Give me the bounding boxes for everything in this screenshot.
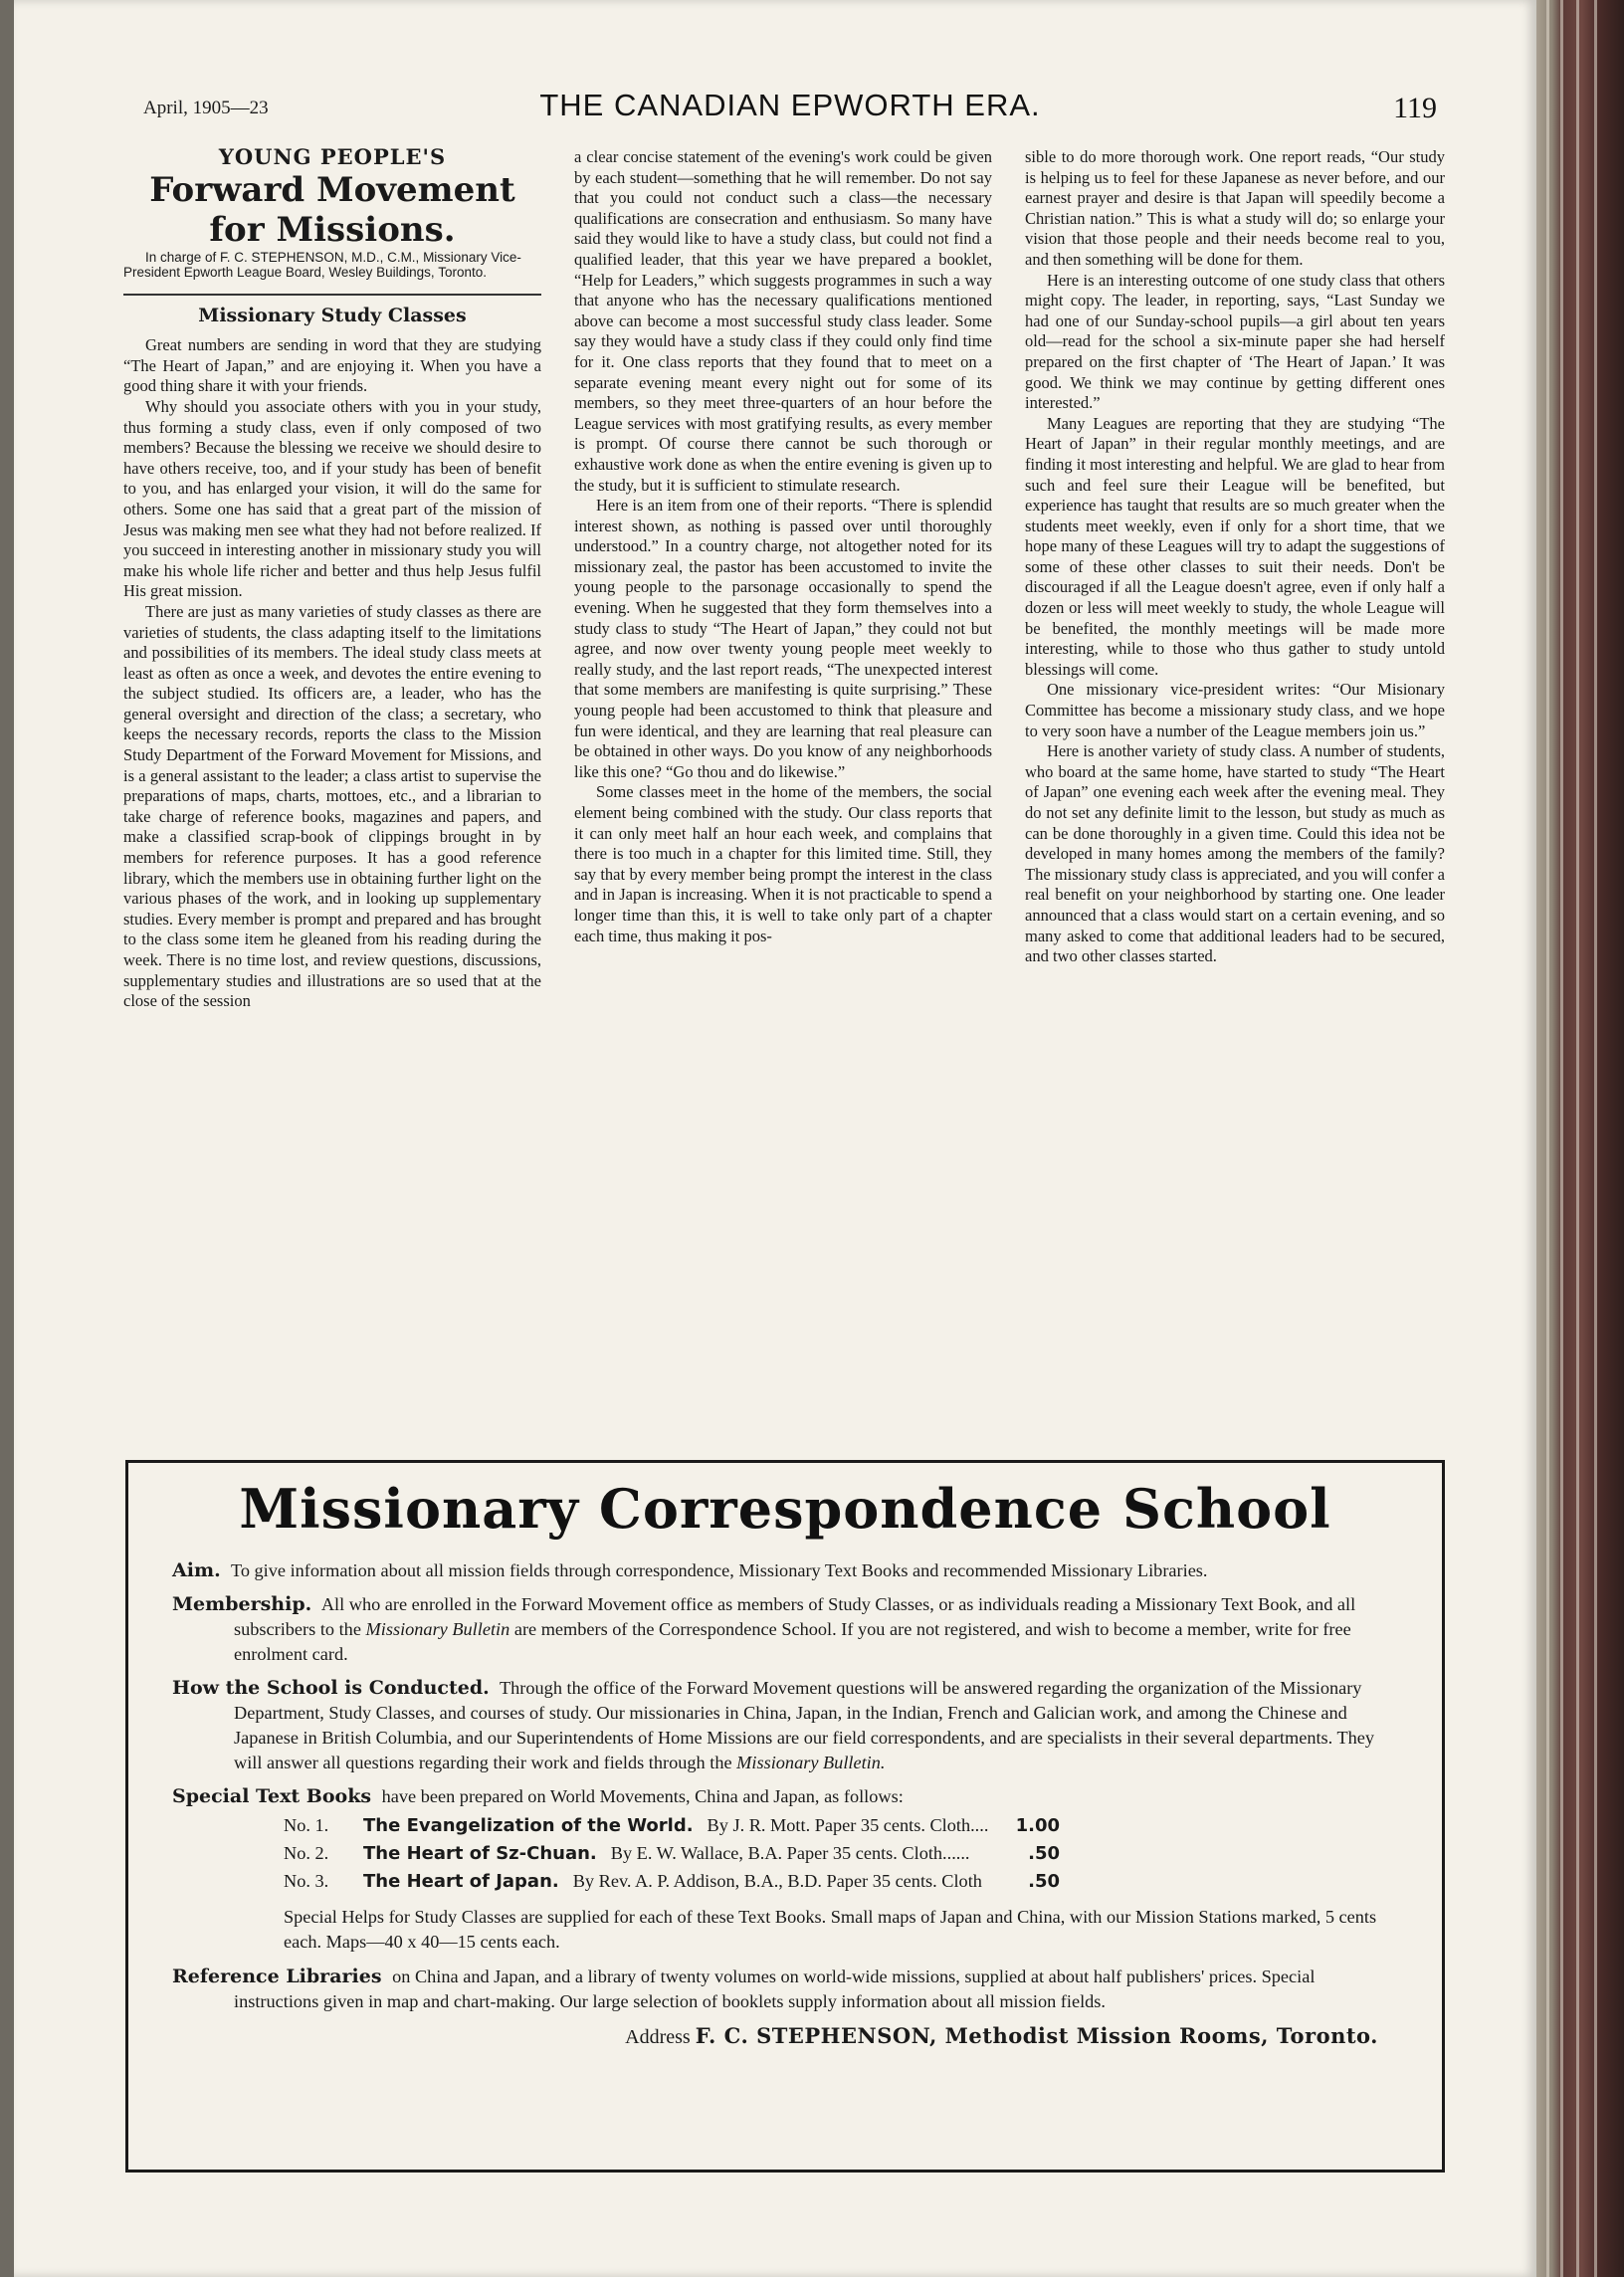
correspondence-school-advertisement: [125, 1460, 1445, 2173]
article-paragraph: One missionary vice-president writes: “Our Misionary Committee has become a missionary study class, and we hope to very soon have a number of the League members join us.”: [1025, 680, 1445, 740]
how-conducted-paragraph: [172, 1676, 1398, 1775]
article-paragraph: Here is another variety of study class. A number of students, who board at the same home, have started to study “The Heart of Japan” one evening each week after the evening meal. They do not set any definite limit to the lesson, but study as much as can be done thoroughly in a given time. Could this idea not be developed in many homes among the members of the family? The missionary study class is appreciated, and you will confer a real benefit on your neighborhood by starting one. One leader announced that a class would start on a certain evening, and so many asked to come that additional leaders had to be secured, and two other classes started.: [1025, 741, 1446, 966]
section-title-line-1: Forward Movement: [149, 169, 515, 210]
article-column-1: [123, 144, 541, 1012]
magazine-page: [14, 0, 1536, 2277]
aim-label: Aim.: [172, 1559, 221, 1581]
article-paragraph: Many Leagues are reporting that they are studying “The Heart of Japan” in their regular monthly meetings, and are finding it most interesting and helpful. We are glad to hear from such and feel sure their League will be benefited, but experience has taught that results are so much greater when the students meet weekly, even if only for a short time, that we hope many of these Leagues will try to adapt the suggestions of some of these other classes to suit their needs. Don't be discouraged if all the League doesn't agree, even if only half a dozen or less will meet weekly to study, the whole League will be benefited, the monthly meetings will be made more interesting, while to those who thus gather to study untold blessings will come.: [1025, 413, 1445, 679]
book-price: .50: [1028, 1843, 1060, 1864]
article-paragraph: Why should you associate others with you in your study, thus forming a study class, even if only composed of two members? Because the blessing we receive we should desire to have others receive, too, and if your study has been of benefit to you, and has enlarged your vision, it will do the same for others. Some one has said that a great part of the mission of Jesus was making men see what they had not before realized. If you succeed in interesting another in missionary study you will make his whole life richer and better and thus help Jesus fulfil His great mission.: [123, 396, 541, 601]
reference-libraries-text: on China and Japan, and a library of twenty volumes on world-wide missions, supplied at about half publishers' prices. Special instructions given in map and chart-making. Our large selection of booklets supply information about all mission fields.: [234, 1966, 1316, 2011]
issue-date: April, 1905—23: [143, 98, 269, 118]
section-divider: [123, 294, 541, 296]
book-number: No. 2.: [284, 1843, 329, 1863]
special-helps-text: Special Helps for Study Classes are supplied for each of these Text Books. Small maps of Japan and China, with our Mission Stations marked, 5 cents each. Maps—40 x 40—15 cents each.: [284, 1907, 1377, 1952]
book-title: The Evangelization of the World.: [363, 1815, 694, 1836]
magazine-title: THE CANADIAN EPWORTH ERA.: [539, 88, 1041, 122]
book-price: 1.00: [1015, 1815, 1060, 1836]
bulletin-title: Missionary Bulletin: [365, 1619, 510, 1639]
section-title-line-2: for Missions.: [209, 209, 456, 250]
article-subheading: Missionary Study Classes: [198, 304, 467, 326]
article-paragraph: Here is an item from one of their reports. “There is splendid interest shown, as nothing is passed over until thoroughly understood.” In a country charge, not altogether noted for its missionary zeal, the pastor has been accustomed to invite the young people to the parsonage occasionally to spend the evening. When he suggested that they form themselves into a study class to study “The Heart of Japan,” they could not but agree, and now over twenty young people meet weekly to really study, and the last report reads, “The unexpected interest that some members are manifesting is quite surprising.” These young people had been accustomed to think that pleasure and fun were identical, and they are learning that real pleasure can be obtained in other ways. Do you know of any neighborhoods like this one? “Go thou and do likewise.”: [574, 496, 992, 781]
book-row: [284, 1869, 1398, 1897]
book-row: [284, 1813, 1398, 1841]
special-text-books-text: have been prepared on World Movements, China and Japan, as follows:: [381, 1786, 904, 1806]
membership-label: Membership.: [172, 1593, 312, 1615]
article-paragraph: There are just as many varieties of study classes as there are varieties of students, the class adapting itself to the limitations and possibilities of its members. The ideal study class meets at least as often as once a week, and devotes the entire evening to the subject studied. Its officers are, a leader, who has the general oversight and direction of the class; a secretary, who keeps the necessary records, reports the class to the Mission Study Department of the Forward Movement for Missions, and is a general assistant to the leader; a class artist to supervise the preparations of maps, charts, mottoes, etc., and a librarian to take charge of reference books, magazines and papers, and make a classified scrap-book of clippings brought in by members for reference purposes. It has a good reference library, which the members use in obtaining further light on the various phases of the work, and in looking up supplementary studies. Every member is prompt and prepared and has brought to the class some item he gleaned from his reading during the week. There is no time lost, and review questions, discussions, supplementary studies and illustrations are so used that at the close of the session: [123, 601, 541, 1011]
aim-paragraph: [172, 1558, 1398, 1583]
section-kicker: YOUNG PEOPLE'S: [218, 144, 447, 169]
book-row: [284, 1841, 1398, 1869]
running-head: [143, 88, 1437, 127]
bulletin-title: Missionary Bulletin.: [736, 1753, 886, 1772]
book-number: No. 1.: [284, 1815, 329, 1835]
membership-text: All who are enrolled in the Forward Movement office as members of Study Classes, or as individuals reading a Missionary Text Book, and all subscribers to the: [234, 1594, 1356, 1639]
article-column-2: [574, 147, 992, 946]
address-label: Address: [625, 2026, 691, 2048]
book-list: [172, 1813, 1398, 1897]
book-details: By J. R. Mott. Paper 35 cents. Cloth....: [707, 1815, 989, 1835]
article-paragraph: Some classes meet in the home of the members, the social element being combined with the study. Our class reports that it can only meet half an hour each week, and complains that there is too much in a chapter for this limited time. Still, they say that by every member being prompt the interest in the class and in Japan is increasing. When it is not practicable to spend a longer time than this, it is well to take only part of a chapter each time, thus making it pos-: [574, 782, 992, 945]
book-details: By E. W. Wallace, B.A. Paper 35 cents. Cloth......: [610, 1843, 970, 1863]
article-paragraph: a clear concise statement of the evening's work could be given by each student—something that he will remember. Do not say that you could not conduct such a class—the necessary qualifications are consecration and enthusiasm. So many have said they would like to have a study class, but could not find a qualified leader, that this year we have prepared a booklet, “Help for Leaders,” which suggests programmes in such a way that anyone who has the necessary qualifications mentioned above can become a most successful study class leader. Some say they would have a study class if they could only find time for it. One class reports that they found that to meet on a separate evening meant every night out for some of its members, so they meet three-quarters of an hour before the League services with most gratifying results, as every member is prompt. Of course there cannot be such thorough or exhaustive work done as when the entire evening is given up to the study, but it is sufficient to stimulate research.: [574, 147, 992, 495]
article-paragraph: sible to do more thorough work. One report reads, “Our study is helping us to feel for these Japanese as never before, and our earnest prayer and desire is that Japan will speedily become a Christian nation.” This is what a study will do; so enlarge your vision that those people and their needs become real to you, and then something will be done for them.: [1025, 147, 1445, 269]
address-line: [172, 2023, 1398, 2050]
membership-text-end: are members of the Correspondence School. If you are not registered, and wish to become a member, write for free enrolment card.: [234, 1619, 1351, 1664]
how-conducted-text: Through the office of the Forward Movement questions will be answered regarding the organization of the Missionary Department, Study Classes, and courses of study. Our missionaries in China, Japan, in the Indian, French and Galician work, and among the Chinese and Japanese in British Columbia, and our Superintendents of Home Missions are our field correspondents, and are specialists in their several departments. They will answer all questions regarding their work and fields through the: [234, 1678, 1375, 1772]
article-paragraph: Here is an interesting outcome of one study class that others might copy. The leader, in reporting, says, “Last Sunday we had one of our Sunday-school pupils—a girl about ten years old—read for the school a six-minute paper she had herself prepared on the first chapter of ‘The Heart of Japan.’ It was good. We think we may continue by getting different ones interested.”: [1025, 270, 1445, 413]
advertisement-title: Missionary Correspondence School: [239, 1477, 1331, 1541]
book-title: The Heart of Sz-Chuan.: [363, 1843, 597, 1864]
article-paragraph: Great numbers are sending in word that they are studying “The Heart of Japan,” and are enjoying it. When you have a good thing share it with your friends.: [123, 335, 541, 396]
section-charge-note: In charge of F. C. STEPHENSON, M.D., C.M., Missionary Vice-President Epworth League Board, Wesley Buildings, Toronto.: [123, 249, 521, 280]
advertisement-body: [172, 1558, 1398, 2050]
book-price: .50: [1028, 1871, 1060, 1892]
address-name: F. C. STEPHENSON, Methodist Mission Rooms, Toronto.: [695, 2023, 1378, 2048]
aim-text: To give information about all mission fields through correspondence, Missionary Text Books and recommended Missionary Libraries.: [230, 1560, 1208, 1580]
how-conducted-label: How the School is Conducted.: [172, 1677, 490, 1699]
book-binding-edge: [1536, 0, 1624, 2277]
reference-libraries-label: Reference Libraries: [172, 1966, 382, 1987]
book-title: The Heart of Japan.: [363, 1871, 559, 1892]
reference-libraries-paragraph: [172, 1965, 1398, 2014]
book-number: No. 3.: [284, 1871, 329, 1891]
page-number: 119: [1393, 92, 1437, 124]
book-details: By Rev. A. P. Addison, B.A., B.D. Paper 35 cents. Cloth: [572, 1871, 982, 1891]
special-text-books-paragraph: [172, 1784, 1398, 1809]
article-column-3: [1025, 147, 1445, 967]
special-text-books-label: Special Text Books: [172, 1785, 372, 1807]
membership-paragraph: [172, 1592, 1398, 1667]
